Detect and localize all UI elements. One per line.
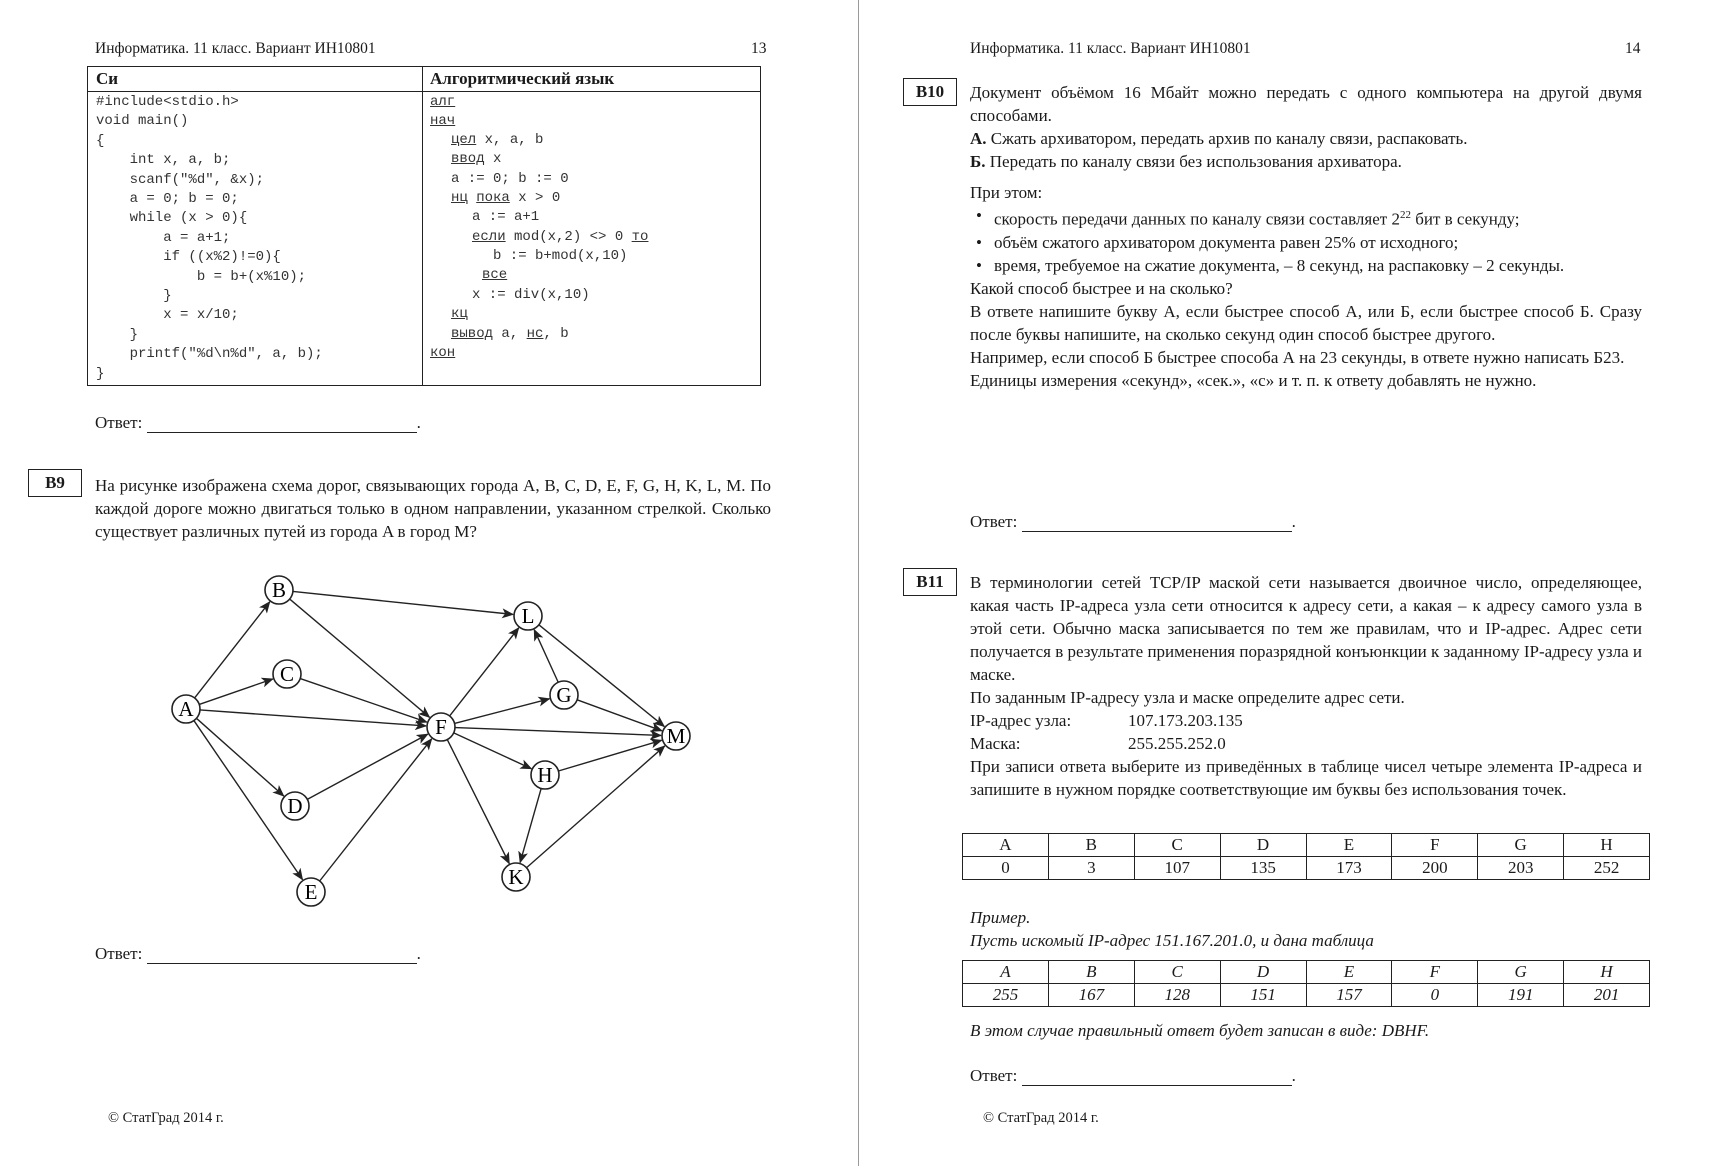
answer-b8[interactable]: Ответ: . bbox=[95, 413, 421, 432]
city-label: B bbox=[271, 578, 287, 602]
city-node-m bbox=[662, 722, 690, 750]
b10-option-a-text: Сжать архиватором, передать архив по каналу связи, распаковать. bbox=[986, 129, 1468, 148]
page-header-title: Информатика. 11 класс. Вариант ИН10801 bbox=[970, 40, 1251, 57]
b11-body bbox=[970, 571, 1642, 801]
alg-keyword: пока bbox=[476, 190, 510, 206]
b11-example-title: Пример. bbox=[970, 908, 1031, 927]
alg-line-5: a := 0; b := 0 bbox=[451, 171, 569, 187]
road-edge-e-f bbox=[320, 739, 432, 881]
alg-text: a, bbox=[493, 326, 527, 342]
city-node-b bbox=[265, 576, 293, 604]
alg-keyword: цел bbox=[451, 132, 477, 148]
page-header-title: Информатика. 11 класс. Вариант ИН10801 bbox=[95, 40, 376, 57]
b10-option-a-label: А. bbox=[970, 129, 987, 148]
answer-label: Ответ: bbox=[970, 512, 1018, 531]
table-cell: 173 bbox=[1306, 857, 1392, 880]
ip-label: IP-адрес узла: bbox=[970, 711, 1072, 730]
mask-label: Маска: bbox=[970, 734, 1021, 753]
footer-copyright: © СтатГрад 2014 г. bbox=[983, 1110, 1099, 1126]
city-node-c bbox=[273, 660, 301, 688]
table-header-cell: F bbox=[1392, 834, 1478, 857]
page-divider bbox=[858, 0, 859, 1166]
alg-line-1: алг bbox=[430, 94, 456, 110]
road-edge-h-m bbox=[558, 740, 661, 771]
task-label-b9: B9 bbox=[28, 469, 82, 497]
answer-line[interactable] bbox=[1022, 515, 1292, 532]
c-code-line: a = 0; b = 0; bbox=[96, 191, 239, 207]
c-code-line: } bbox=[96, 288, 172, 304]
b10-option-b-label: Б. bbox=[970, 152, 986, 171]
code-table-header-c: Си bbox=[96, 69, 119, 88]
city-label: A bbox=[178, 697, 194, 721]
road-edge-b-l bbox=[293, 591, 513, 614]
c-code-line: if ((x%2)!=0){ bbox=[96, 249, 281, 266]
c-code-line: } bbox=[96, 365, 105, 382]
alg-line-7: a := a+1 bbox=[472, 209, 540, 225]
road-edge-f-m bbox=[455, 728, 661, 736]
alg-line-9: b := b+mod(x,10) bbox=[493, 248, 628, 264]
c-code-line: } bbox=[96, 326, 139, 343]
table-header-cell: B bbox=[1048, 834, 1134, 857]
footer-copyright: © СтатГрад 2014 г. bbox=[108, 1110, 224, 1126]
city-label: M bbox=[666, 724, 686, 748]
answer-b11[interactable]: Ответ: . bbox=[970, 1066, 1296, 1085]
table-cell: 157 bbox=[1306, 984, 1392, 1007]
alg-keyword: нс bbox=[526, 326, 544, 342]
table-header-cell: H bbox=[1564, 834, 1650, 857]
alg-keyword: кц bbox=[451, 306, 468, 322]
table-header-cell: B bbox=[1048, 961, 1134, 984]
answer-b9[interactable]: Ответ: . bbox=[95, 944, 421, 963]
c-code-line: #include<stdio.h> bbox=[96, 94, 239, 110]
code-table-header-alg: Алгоритмический язык bbox=[430, 69, 615, 88]
table-cell: 3 bbox=[1048, 857, 1134, 880]
city-label: E bbox=[304, 880, 318, 904]
road-edge-f-g bbox=[455, 699, 550, 724]
answer-line[interactable] bbox=[147, 947, 417, 964]
table-header-cell: H bbox=[1564, 961, 1650, 984]
b11-answer-instruction: При записи ответа выберите из приведённых в таблице чисел четыре элемента IP-адреса и запишите в нужном порядке соответствующие им буквы без использования точек. bbox=[970, 757, 1642, 799]
b11-task: По заданным IP-адресу узла и маске определите адрес сети. bbox=[970, 688, 1405, 707]
b10-option-b-text: Передать по каналу связи без использования архиватора. bbox=[985, 152, 1402, 171]
task-label-b10: B10 bbox=[903, 78, 957, 106]
road-edge-g-m bbox=[577, 700, 662, 731]
table-cell: 128 bbox=[1134, 984, 1220, 1007]
task-label-b11: B11 bbox=[903, 568, 957, 596]
city-label: G bbox=[556, 683, 572, 707]
alg-text: x > 0 bbox=[509, 190, 561, 206]
table-header-cell: E bbox=[1306, 834, 1392, 857]
road-edge-a-c bbox=[199, 679, 273, 705]
city-node-g bbox=[550, 681, 578, 709]
answer-b10[interactable]: Ответ: . bbox=[970, 512, 1296, 531]
b10-units-note: Единицы измерения «секунд», «сек.», «с» и т. п. к ответу добавлять не нужно. bbox=[970, 370, 1537, 390]
city-label: F bbox=[435, 715, 447, 739]
alg-keyword: кон bbox=[430, 345, 456, 361]
mask-value: 255.255.252.0 bbox=[1128, 734, 1226, 753]
alg-keyword: все bbox=[482, 267, 508, 283]
b10-body bbox=[970, 81, 1642, 392]
b10-intro: Документ объёмом 16 Мбайт можно передать с одного компьютера на другой двумя способами. bbox=[970, 83, 1642, 125]
road-edge-c-f bbox=[300, 679, 427, 723]
table-cell: 135 bbox=[1220, 857, 1306, 880]
c-code-line: { bbox=[96, 132, 105, 149]
road-edge-f-l bbox=[450, 628, 519, 716]
city-node-f bbox=[427, 713, 455, 741]
c-code-line: scanf("%d", &x); bbox=[96, 171, 265, 188]
road-edge-l-m bbox=[539, 625, 664, 727]
table-cell: 252 bbox=[1564, 857, 1650, 880]
city-node-d bbox=[281, 792, 309, 820]
table-header-cell: C bbox=[1134, 834, 1220, 857]
list-item: • время, требуемое на сжатие документа, – 8 секунд, на распаковку – 2 секунды. bbox=[970, 254, 1642, 277]
alg-keyword: ввод bbox=[451, 151, 485, 167]
c-code-line: b = b+(x%10); bbox=[96, 268, 307, 285]
road-edge-f-k bbox=[447, 740, 509, 864]
alg-text: , b bbox=[543, 326, 569, 342]
page-right bbox=[860, 0, 1716, 1166]
example-table bbox=[962, 960, 1650, 1007]
alg-line-2: нач bbox=[430, 113, 456, 129]
list-item: • скорость передачи данных по каналу связи составляет $2^{22}$ бит в секунду; bbox=[970, 204, 1642, 231]
answer-line[interactable] bbox=[1022, 1069, 1292, 1086]
table-header-cell: A bbox=[963, 961, 1049, 984]
table-header-cell: F bbox=[1392, 961, 1478, 984]
page-number: 13 bbox=[751, 40, 767, 57]
alg-keyword: вывод bbox=[451, 326, 494, 342]
b11-example-text: Пусть искомый IP-адрес 151.167.201.0, и дана таблица bbox=[970, 931, 1374, 950]
page-number: 14 bbox=[1625, 40, 1641, 57]
table-cell: 255 bbox=[963, 984, 1049, 1007]
table-cell: 107 bbox=[1134, 857, 1220, 880]
table-cell: 200 bbox=[1392, 857, 1478, 880]
city-label: C bbox=[279, 662, 295, 686]
city-label: D bbox=[287, 794, 303, 818]
alg-line-11: x := div(x,10) bbox=[472, 287, 590, 303]
table-cell: 151 bbox=[1220, 984, 1306, 1007]
alg-keyword: нц bbox=[451, 190, 468, 206]
alg-text: x, a, b bbox=[476, 132, 544, 148]
b11-example-answer: В этом случае правильный ответ будет записан в виде: DBHF. bbox=[970, 1021, 1430, 1040]
c-code-line: int x, a, b; bbox=[96, 152, 231, 169]
alg-text: mod(x,2) <> 0 bbox=[505, 229, 632, 245]
b10-conditions-title: При этом: bbox=[970, 183, 1043, 202]
b10-example: Например, если способ Б быстрее способа А на 23 секунды, в ответе нужно написать Б23. bbox=[970, 347, 1625, 367]
city-node-k bbox=[502, 863, 530, 891]
road-edge-a-d bbox=[196, 718, 283, 796]
ip-elements-table bbox=[962, 833, 1650, 880]
list-item: • объём сжатого архиватором документа равен 25% от исходного; bbox=[970, 231, 1642, 254]
table-cell: 0 bbox=[963, 857, 1049, 880]
c-code-line: x = x/10; bbox=[96, 307, 239, 324]
city-node-l bbox=[514, 602, 542, 630]
answer-label: Ответ: bbox=[95, 413, 143, 432]
table-header-cell: C bbox=[1134, 961, 1220, 984]
c-code-line: printf("%d\n%d", a, b); bbox=[96, 346, 323, 363]
table-header-cell: D bbox=[1220, 834, 1306, 857]
b11-definition: В терминологии сетей TCP/IP маской сети называется двоичное число, определяющее, какая часть IP-адреса узла сети относится к адресу сети, а какая – к адресу самого узла в этой сети. Обычно маска записывается по тем же правилам, что и IP-адрес. Адрес сети получается в результате применения поразрядной конъюнкции к заданному IP-адресу узла и маске. bbox=[970, 573, 1642, 684]
table-header-cell: A bbox=[963, 834, 1049, 857]
c-code-line: a = a+1; bbox=[96, 229, 231, 246]
table-cell: 0 bbox=[1392, 984, 1478, 1007]
b10-question: Какой способ быстрее и на сколько? bbox=[970, 278, 1233, 298]
answer-label: Ответ: bbox=[95, 944, 143, 963]
city-node-a bbox=[172, 695, 200, 723]
table-header-cell: G bbox=[1478, 834, 1564, 857]
table-cell: 167 bbox=[1048, 984, 1134, 1007]
table-header-cell: G bbox=[1478, 961, 1564, 984]
table-cell: 191 bbox=[1478, 984, 1564, 1007]
city-label: H bbox=[537, 763, 553, 787]
b10-instruction: В ответе напишите букву А, если быстрее способ А, или Б, если быстрее способ Б. Сразу после буквы напишите, на сколько секунд один способ быстрее другого. bbox=[970, 301, 1642, 344]
c-code-line: void main() bbox=[96, 113, 189, 130]
alg-text: x bbox=[484, 151, 502, 167]
alg-keyword: если bbox=[472, 229, 506, 245]
city-node-h bbox=[531, 761, 559, 789]
table-cell: 201 bbox=[1564, 984, 1650, 1007]
city-label: K bbox=[508, 865, 524, 889]
b9-text: На рисунке изображена схема дорог, связывающих города A, B, C, D, E, F, G, H, K, L, M. По каждой дороге можно двигаться только в одном направлении, указанном стрелкой. Сколько существует различных путей из города A в город M? bbox=[95, 476, 771, 541]
road-edge-f-h bbox=[454, 733, 532, 769]
c-code-line: while (x > 0){ bbox=[96, 210, 248, 227]
table-header-cell: D bbox=[1220, 961, 1306, 984]
road-edge-h-k bbox=[520, 788, 541, 862]
road-edge-a-f bbox=[200, 710, 426, 726]
b10-conditions-list bbox=[970, 204, 1642, 277]
answer-label: Ответ: bbox=[970, 1066, 1018, 1085]
table-cell: 203 bbox=[1478, 857, 1564, 880]
city-label: L bbox=[521, 604, 535, 628]
ip-value: 107.173.203.135 bbox=[1128, 711, 1243, 730]
city-node-e bbox=[297, 878, 325, 906]
table-header-cell: E bbox=[1306, 961, 1392, 984]
alg-keyword: то bbox=[631, 229, 649, 245]
